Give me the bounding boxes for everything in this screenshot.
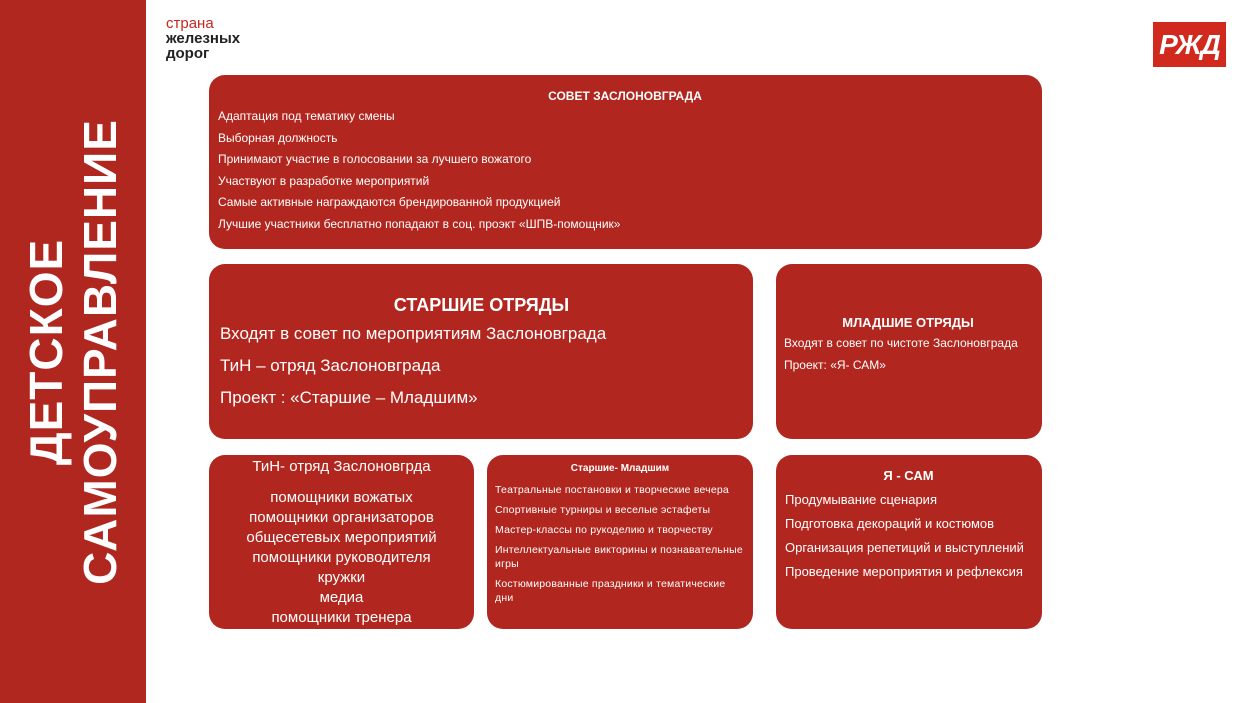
ya-title: Я - САМ [883,468,934,483]
list-item: Спортивные турниры и веселые эстафеты [495,504,711,516]
junior-list [784,336,1032,373]
list-item: Проект : «Старшие – Младшим» [220,388,478,407]
list-item: Продумывание сценария [785,492,937,507]
brand-line3: дорог [166,45,210,62]
list-item: Проект: «Я- САМ» [784,358,886,372]
list-item: Выборная должность [218,130,338,145]
list-item: помощники вожатых [270,489,413,506]
list-item: Подготовка декораций и костюмов [785,516,995,531]
list-item: Входят в совет по мероприятиям Заслоновграда [220,324,607,343]
sidebar-title-line1: ДЕТСКОЕ [20,238,72,466]
list-item: ТиН – отряд Заслоновграда [220,356,441,375]
list-item: помощники руководителя [252,549,431,566]
senior-squads-card [209,264,753,439]
list-item: Организация репетиций и выступлений [785,540,1024,555]
brand-wordmark [166,16,240,61]
ya-list [785,492,1032,580]
brand-line2: железных [166,30,241,47]
stm-title: Старшие- Младшим [570,463,670,474]
list-item: Костюмированные праздники и тематические дни [495,578,726,604]
list-item: Входят в совет по чистоте Заслоновграда [784,336,1018,350]
list-item: кружки [317,569,366,586]
senior-title: СТАРШИЕ ОТРЯДЫ [393,295,570,315]
brand-line1: страна [166,15,214,32]
list-item: общесетевых мероприятий [246,529,437,546]
list-item: Проведение мероприятия и рефлексия [785,564,1023,579]
sidebar-title-line2: САМОУПРАВЛЕНИЕ [74,119,126,585]
rzd-logo [1153,22,1226,67]
rzd-logo-text: РЖД [1159,28,1220,60]
tin-title: ТиН- отряд Заслоновгрда [252,458,431,475]
junior-squads-card [776,264,1042,439]
list-item: медиа [319,589,364,606]
list-item: Участвуют в разработке мероприятий [218,173,430,188]
tin-list [215,488,468,628]
sidebar-panel [0,0,146,703]
council-card [209,75,1042,249]
junior-title: МЛАДШИЕ ОТРЯДЫ [842,315,974,330]
list-item: помощники организаторов [249,509,434,526]
list-item: Интеллектуальные викторины и познавательные игры [495,544,743,570]
list-item: Театральные постановки и творческие вечера [495,484,729,496]
list-item: Мастер-классы по рукоделию и творчеству [495,524,713,536]
list-item: Принимают участие в голосовании за лучшего вожатого [218,152,532,167]
council-title: СОВЕТ ЗАСЛОНОВГРАДА [548,89,702,103]
list-item: Лучшие участники бесплатно попадают в соц. проэкт «ШПВ-помощник» [218,216,621,231]
council-list [218,109,1032,231]
sidebar-title [19,119,127,585]
list-item: Адаптация под тематику смены [218,109,395,123]
list-item: помощники тренера [271,609,412,626]
list-item: Самые активные награждаются брендированной продукцией [218,195,561,210]
ya-sam-card [776,455,1042,629]
stm-list [495,483,745,605]
tin-squad-card [209,455,474,629]
seniors-to-juniors-card [487,455,753,629]
senior-list [220,324,743,408]
